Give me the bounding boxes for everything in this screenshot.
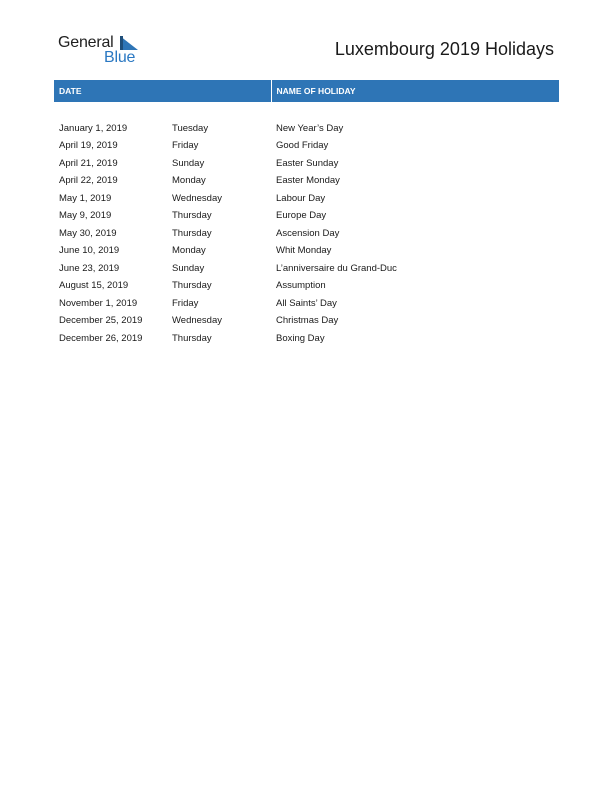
table-row	[54, 172, 559, 190]
table-row	[54, 225, 559, 243]
cell-weekday: Thursday	[172, 332, 212, 344]
cell-date: November 1, 2019	[59, 297, 138, 309]
logo-text-general: General	[58, 34, 114, 51]
cell-holiday-name: Boxing Day	[276, 332, 325, 344]
table-spacer	[54, 102, 559, 120]
cell-weekday: Tuesday	[172, 122, 209, 134]
cell-date: June 23, 2019	[59, 262, 120, 274]
cell-weekday: Sunday	[172, 262, 205, 274]
cell-date: May 30, 2019	[59, 227, 117, 239]
table-body	[54, 102, 559, 347]
cell-weekday: Friday	[172, 140, 199, 152]
table-row	[54, 190, 559, 208]
table-row	[54, 120, 559, 138]
table-row	[54, 312, 559, 330]
table-row	[54, 137, 559, 155]
cell-date: December 25, 2019	[59, 315, 143, 327]
cell-date: August 15, 2019	[59, 280, 129, 292]
table-row	[54, 330, 559, 348]
cell-holiday-name: New Year’s Day	[276, 122, 344, 134]
page-title: Luxembourg 2019 Holidays	[334, 39, 554, 59]
triangle-flag-icon	[120, 36, 138, 50]
cell-weekday: Monday	[172, 245, 206, 257]
cell-date: January 1, 2019	[59, 122, 128, 134]
cell-weekday: Wednesday	[172, 315, 222, 327]
cell-holiday-name: Ascension Day	[276, 227, 340, 239]
header-holiday-name: NAME OF HOLIDAY	[271, 80, 559, 102]
cell-weekday: Wednesday	[172, 192, 222, 204]
cell-weekday: Thursday	[172, 210, 212, 222]
cell-weekday: Monday	[172, 175, 206, 187]
table-row	[54, 295, 559, 313]
cell-date: April 22, 2019	[59, 175, 118, 187]
cell-weekday: Thursday	[172, 280, 212, 292]
table-row	[54, 277, 559, 295]
logo-text-blue: Blue	[104, 49, 136, 66]
cell-date: April 19, 2019	[59, 140, 118, 152]
cell-weekday: Friday	[172, 297, 199, 309]
cell-holiday-name: Easter Monday	[276, 175, 340, 187]
cell-date: April 21, 2019	[59, 157, 118, 169]
cell-holiday-name: Labour Day	[276, 192, 326, 204]
table-header-row	[54, 80, 559, 102]
cell-holiday-name: Christmas Day	[276, 315, 339, 327]
cell-date: May 9, 2019	[59, 210, 112, 222]
table-row	[54, 260, 559, 278]
table-header	[54, 80, 559, 102]
brand-logo	[58, 34, 148, 68]
cell-holiday-name: Whit Monday	[276, 245, 332, 257]
table-row	[54, 207, 559, 225]
holiday-table	[54, 80, 559, 347]
cell-holiday-name: All Saints’ Day	[276, 297, 337, 309]
cell-holiday-name: L’anniversaire du Grand-Duc	[276, 262, 397, 274]
cell-holiday-name: Easter Sunday	[276, 157, 339, 169]
spacer-cell	[54, 102, 559, 120]
cell-date: June 10, 2019	[59, 245, 120, 257]
cell-weekday: Thursday	[172, 227, 212, 239]
cell-holiday-name: Assumption	[276, 280, 326, 292]
cell-holiday-name: Europe Day	[276, 210, 327, 222]
table-row	[54, 155, 559, 173]
cell-holiday-name: Good Friday	[276, 140, 329, 152]
cell-date: December 26, 2019	[59, 332, 143, 344]
table-row	[54, 242, 559, 260]
cell-date: May 1, 2019	[59, 192, 112, 204]
header-date: DATE	[54, 80, 271, 102]
cell-weekday: Sunday	[172, 157, 205, 169]
